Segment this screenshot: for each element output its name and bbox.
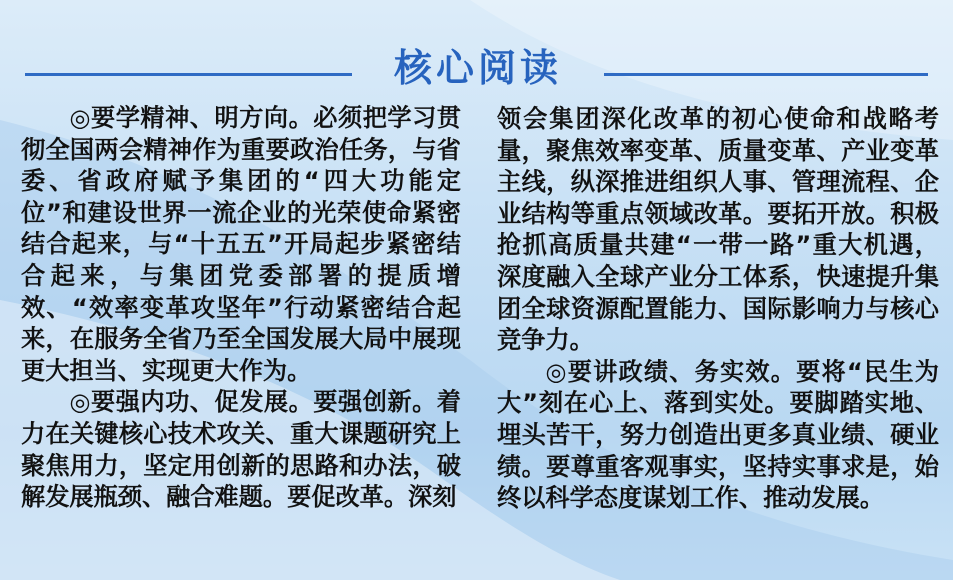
- left-column: [21, 103, 461, 514]
- paragraph: ◎要学精神、明方向。必须把学习贯彻全国两会精神作为重要政治任务，与省委、省政府赋予集团的“四大功能定位”和建设世界一流企业的光荣使命紧密结合起来，与“十五五”开局起步紧密结合起来，与集团党委部署的提质增效、“效率变革攻坚年”行动紧密结合起来，在服务全省乃至全国发展大局中展现更大担当、实现更大作为。: [21, 104, 461, 385]
- paragraph-continued: 领会集团深化改革的初心使命和战略考量，聚焦效率变革、质量变革、产业变革主线，纵深推进组织人事、管理流程、企业结构等重点领域改革。要拓开放。积极抢抓高质量共建“一带一路”重大机遇，深度融入全球产业分工体系，快速提升集团全球资源配置能力、国际影响力与核心竞争力。: [497, 105, 939, 355]
- title-rule-right: [604, 73, 928, 76]
- paragraph: ◎要强内功、促发展。要强创新。着力在关键核心技术攻关、重大课题研究上聚焦用力，坚定用创新的思路和办法，破解发展瓶颈、融合难题。要促改革。深刻: [21, 388, 461, 512]
- page-title: 核心阅读: [393, 46, 562, 90]
- paragraph: ◎要讲政绩、务实效。要将“民生为大”刻在心上、落到实处。要脚踏实地、埋头苦干，努力创造出更多真业绩、硬业绩。要尊重客观事实，坚持实事求是，始终以科学态度谋划工作、推动发展。: [497, 357, 939, 513]
- header: [0, 20, 953, 90]
- title-rule-left: [25, 73, 352, 76]
- right-column: [497, 104, 939, 515]
